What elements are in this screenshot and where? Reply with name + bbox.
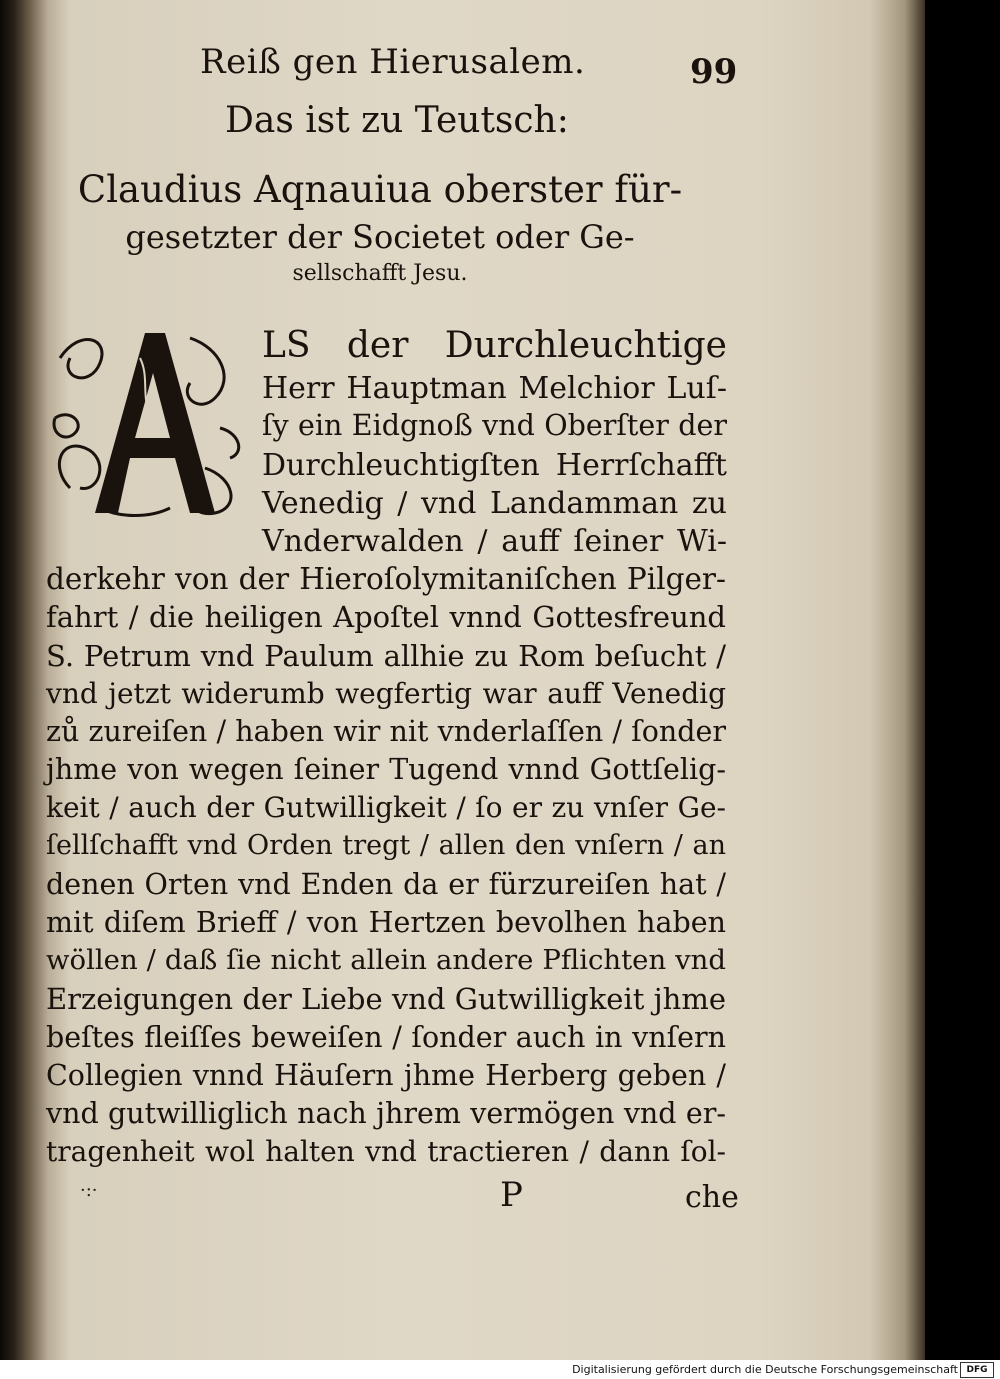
text-line: S. Petrum vnd Paulum allhie zu Rom beſucht / — [46, 638, 726, 673]
text-line: beſtes fleiſſes beweiſen / ſonder auch in vnſern — [46, 1020, 726, 1054]
text-line: denen Orten vnd Enden da er fürzureiſen hat / — [46, 867, 726, 901]
letter-heading — [60, 165, 700, 289]
text-line: Erzeigungen der Liebe vnd Gutwilligkeit jhme — [46, 982, 726, 1017]
text-line: zů zureiſen / haben wir nit vnderlaſſen / ſonder — [46, 715, 726, 748]
heading-line-3: sellschafft Jesu. — [292, 261, 468, 286]
text-line: vnd jetzt widerumb wegfertig war auff Venedig — [46, 676, 726, 710]
text-line: ſy ein Eidgnoß vnd Oberſter der — [262, 409, 727, 443]
text-line: wöllen / daß ſie nicht allein andere Pflichten vnd — [46, 944, 726, 977]
running-head: Reiß gen Hierusalem. — [200, 42, 586, 82]
text-line: mit diſem Brieff / von Hertzen bevolhen haben — [46, 906, 726, 939]
heading-line-2: gesetzter der Societet oder Ge- — [125, 218, 635, 256]
dfg-logo: DFG — [960, 1362, 994, 1378]
text-line: Venedig / vnd Landamman zu — [262, 485, 727, 521]
text-line: tragenheit wol halten vnd tractieren / dann ſol- — [46, 1135, 726, 1169]
text-line: Vnderwalden / auff ſeiner Wi- — [262, 524, 727, 559]
heading-line-1: Claudius Aqnauiua oberster für- — [77, 168, 683, 211]
text-line: Durchleuchtigſten Herrſchafft — [262, 447, 727, 483]
page-edge-shadow — [925, 0, 1000, 1360]
text-line: jhme von wegen ſeiner Tugend vnnd Gottſelig- — [46, 753, 726, 787]
catchword: che — [685, 1180, 739, 1215]
page-number: 99 — [690, 52, 738, 92]
text-line: vnd gutwilliglich nach jhrem vermögen vnd er- — [46, 1097, 726, 1130]
text-line: ſellſchafft vnd Orden tregt / allen den vnſern / an — [46, 829, 726, 861]
text-line: Herr Hauptman Melchior Luſ- — [262, 371, 727, 407]
signature-mark: P — [500, 1175, 523, 1215]
digitization-footer — [0, 1360, 1000, 1379]
text-line: keit / auch der Gutwilligkeit / ſo er zu vnſer Ge- — [46, 791, 726, 825]
intro-line: Das ist zu Teutsch: — [225, 100, 569, 141]
text-line: derkehr von der Hieroſolymitaniſchen Pilger- — [46, 562, 726, 597]
funding-credit: Digitalisierung gefördert durch die Deutsche Forschungsgemeinschaft — [572, 1363, 958, 1376]
decorated-initial-a — [40, 318, 250, 528]
printer-mark: ·:· — [80, 1180, 98, 1201]
text-line: fahrt / die heiligen Apoſtel vnnd Gottesfreund — [46, 600, 726, 635]
text-line: LS der Durchleuchtige — [262, 325, 727, 366]
text-line: Collegien vnnd Häuſern jhme Herberg geben / — [46, 1058, 726, 1092]
